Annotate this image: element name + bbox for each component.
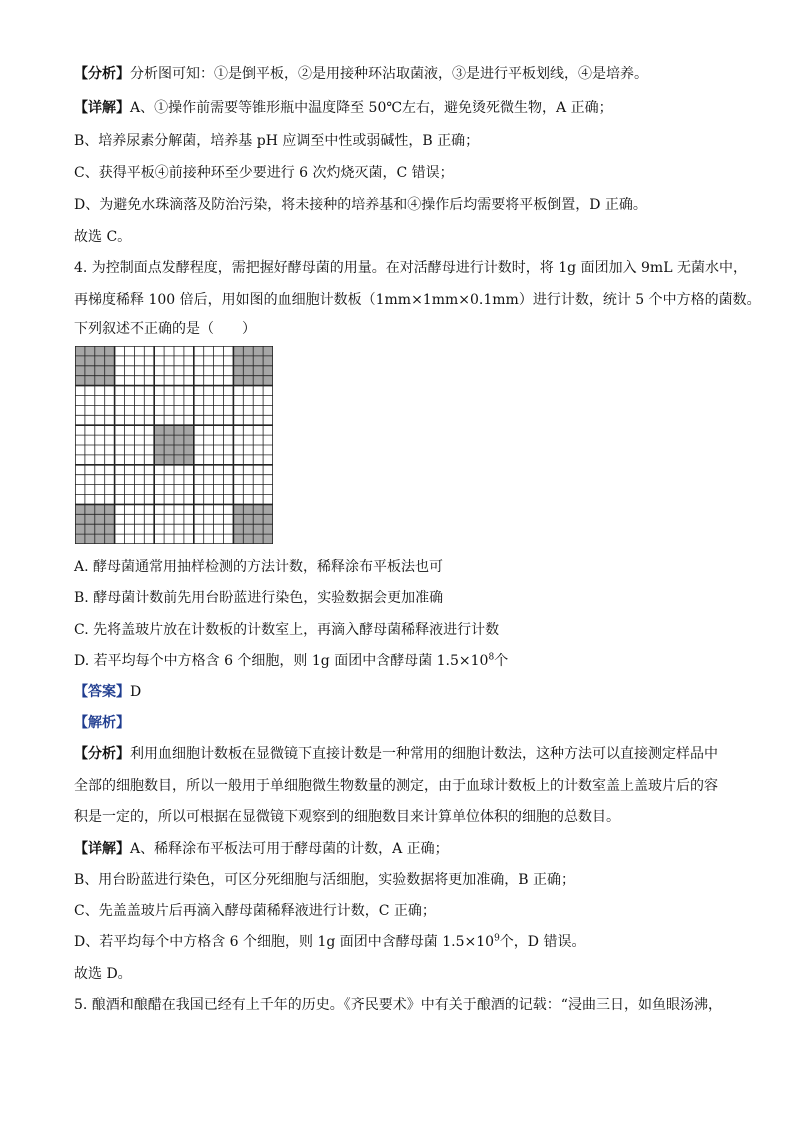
analysis-line: 【分析】分析图可知：①是倒平板，②是用接种环沾取菌液，③是进行平板划线，④是培养。 [74, 66, 648, 82]
q4-choose: 故选 D。 [74, 966, 132, 982]
answer-value: D [130, 684, 142, 700]
q4-option-d: D. 若平均每个中方格含 6 个细胞，则 1g 面团中含酵母菌 $1.5\times 10^8$个 [74, 652, 509, 669]
q4-option-c: C. 先将盖玻片放在计数板的计数室上，再滴入酵母菌稀释液进行计数 [74, 622, 500, 638]
q4-analysis-2: 全部的细胞数目，所以一般用于单细胞微生物数量的测定，由于血球计数板上的计数室盖上盖玻片后的容 [74, 778, 718, 794]
detail-line-d: D、为避免水珠滴落及防治污染，将未接种的培养基和④操作后均需要将平板倒置，D 正确。 [74, 197, 647, 213]
q4-detail-c: C、先盖盖玻片后再滴入酵母菌稀释液进行计数，C 正确； [74, 903, 436, 919]
choose-line: 故选 C。 [74, 229, 132, 245]
q4-analysis-3: 积是一定的，所以可根据在显微镜下观察到的细胞数目来计算单位体积的细胞的总数目。 [74, 809, 620, 825]
hemocytometer-grid [75, 346, 273, 544]
hemocytometer-grid-figure [75, 346, 273, 544]
explanation-tag: 【解析】 [74, 715, 130, 731]
q4-detail-a: 【详解】A、稀释涂布平板法可用于酵母菌的计数，A 正确； [74, 841, 449, 857]
answer-tag: 【答案】 [74, 684, 130, 700]
analysis-tag: 【分析】 [74, 66, 130, 82]
q4-stem-1: 4. 为控制面点发酵程度，需把握好酵母菌的用量。在对活酵母进行计数时，将 1g 面团加入 9mL 无菌水中， [74, 260, 747, 276]
q4-option-a: A. 酵母菌通常用抽样检测的方法计数，稀释涂布平板法也可 [74, 559, 444, 575]
explanation-heading [74, 713, 130, 733]
q4-detail-b: B、用台盼蓝进行染色，可区分死细胞与活细胞，实验数据将更加准确，B 正确； [74, 872, 576, 888]
q4-stem-2: 再梯度稀释 100 倍后，用如图的血细胞计数板（1mm×1mm×0.1mm）进行计数，统计 5 个中方格的菌数。 [74, 292, 761, 308]
q4-analysis-1: 【分析】利用血细胞计数板在显微镜下直接计数是一种常用的细胞计数法，这种方法可以直接测定样品中 [74, 746, 718, 762]
detail-tag: 【详解】 [74, 100, 130, 116]
detail-line-b: B、培养尿素分解菌，培养基 pH 应调至中性或弱碱性，B 正确； [74, 133, 480, 149]
q4-option-b: B. 酵母菌计数前先用台盼蓝进行染色，实验数据会更加准确 [74, 590, 444, 606]
detail-line-a: 【详解】A、①操作前需要等锥形瓶中温度降至 50℃左右，避免烫死微生物，A 正确； [74, 100, 613, 116]
q4-detail-d: D、若平均每个中方格含 6 个细胞，则 1g 面团中含酵母菌 $1.5\times 10^9$个，D 错误。 [74, 933, 586, 950]
q5-stem-1: 5. 酿酒和酿醋在我国已经有上千年的历史。《齐民要术》中有关于酿酒的记载：“浸曲三日，如鱼眼汤沸， [74, 997, 722, 1013]
answer-line [74, 682, 141, 702]
detail-line-c: C、获得平板④前接种环至少要进行 6 次灼烧灭菌，C 错误； [74, 165, 454, 181]
q4-stem-3: 下列叙述不正确的是（ ） [74, 321, 256, 337]
